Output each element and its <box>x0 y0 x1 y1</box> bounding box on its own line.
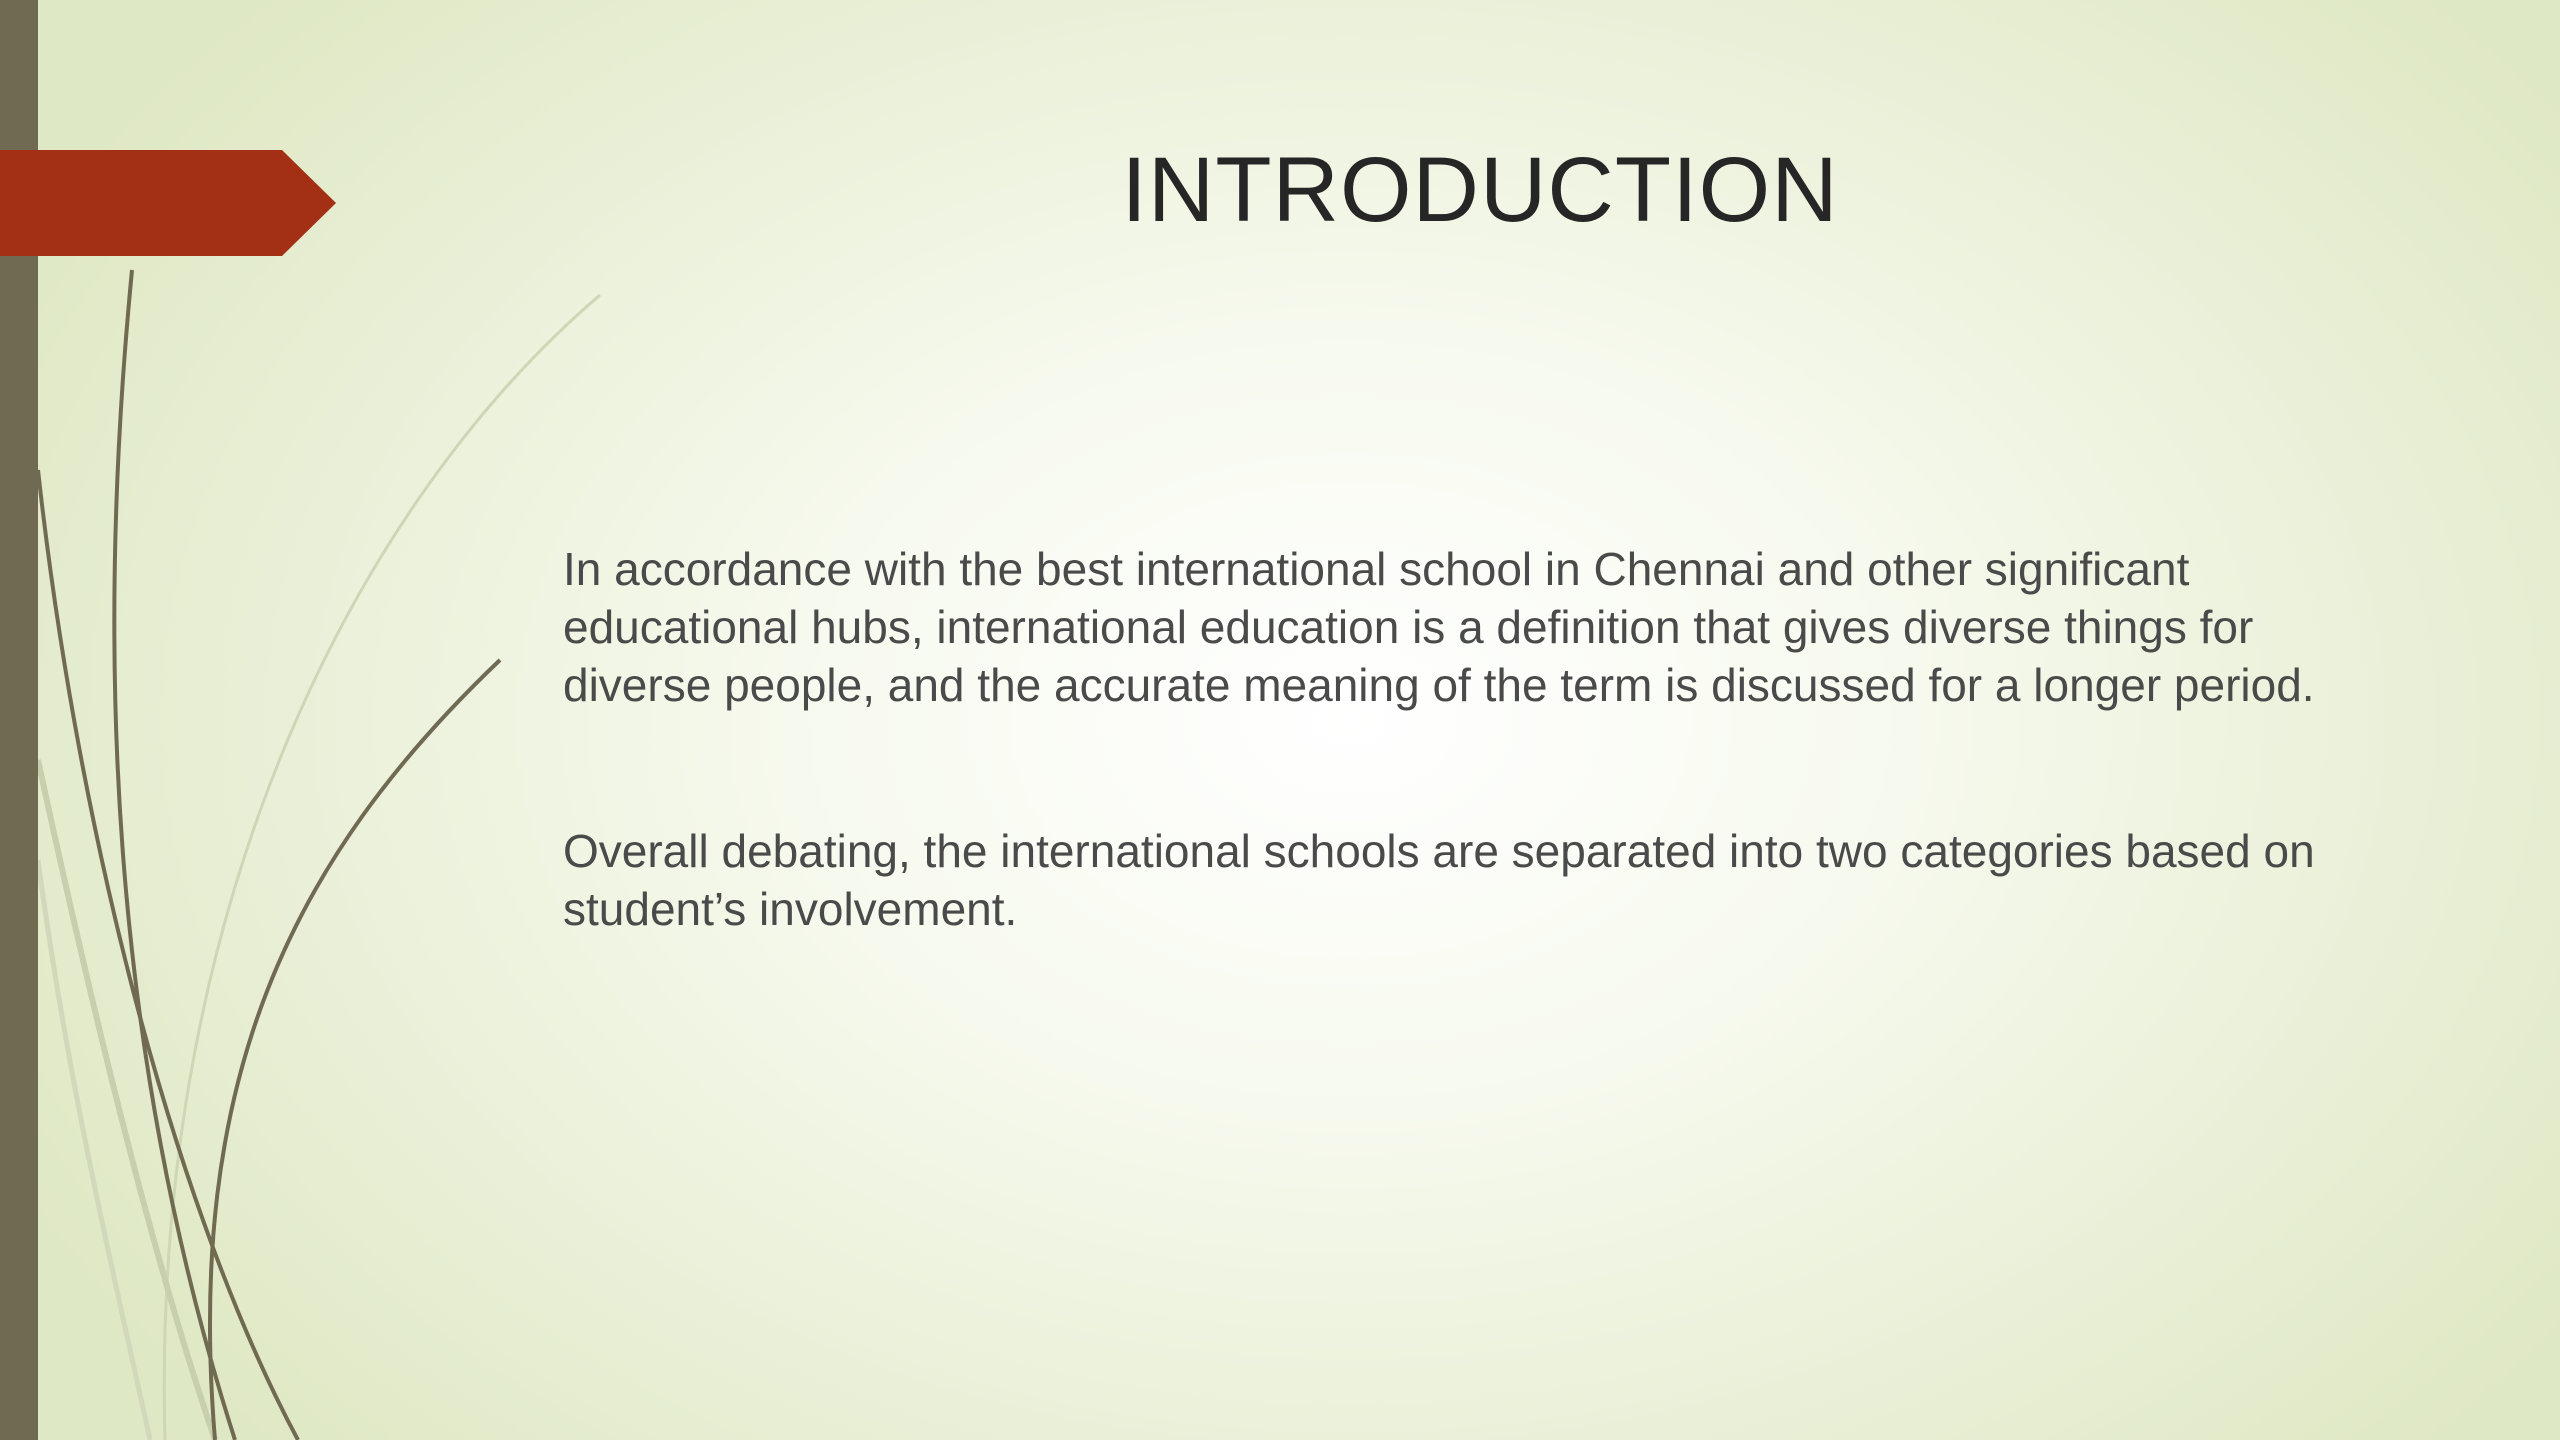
slide-title: INTRODUCTION <box>1121 139 1839 241</box>
body-paragraph-1: In accordance with the best international school in Chennai and other significant educational hubs, international education is a definition that gives diverse things for diverse people, and the accurate meaning of the term is discussed for a longer period. <box>563 543 2315 711</box>
title-arrow-banner <box>0 150 336 256</box>
body-paragraph-2: Overall debating, the international schools are separated into two categories based on student’s involvement. <box>563 825 2315 935</box>
slide-body <box>563 540 2383 1046</box>
